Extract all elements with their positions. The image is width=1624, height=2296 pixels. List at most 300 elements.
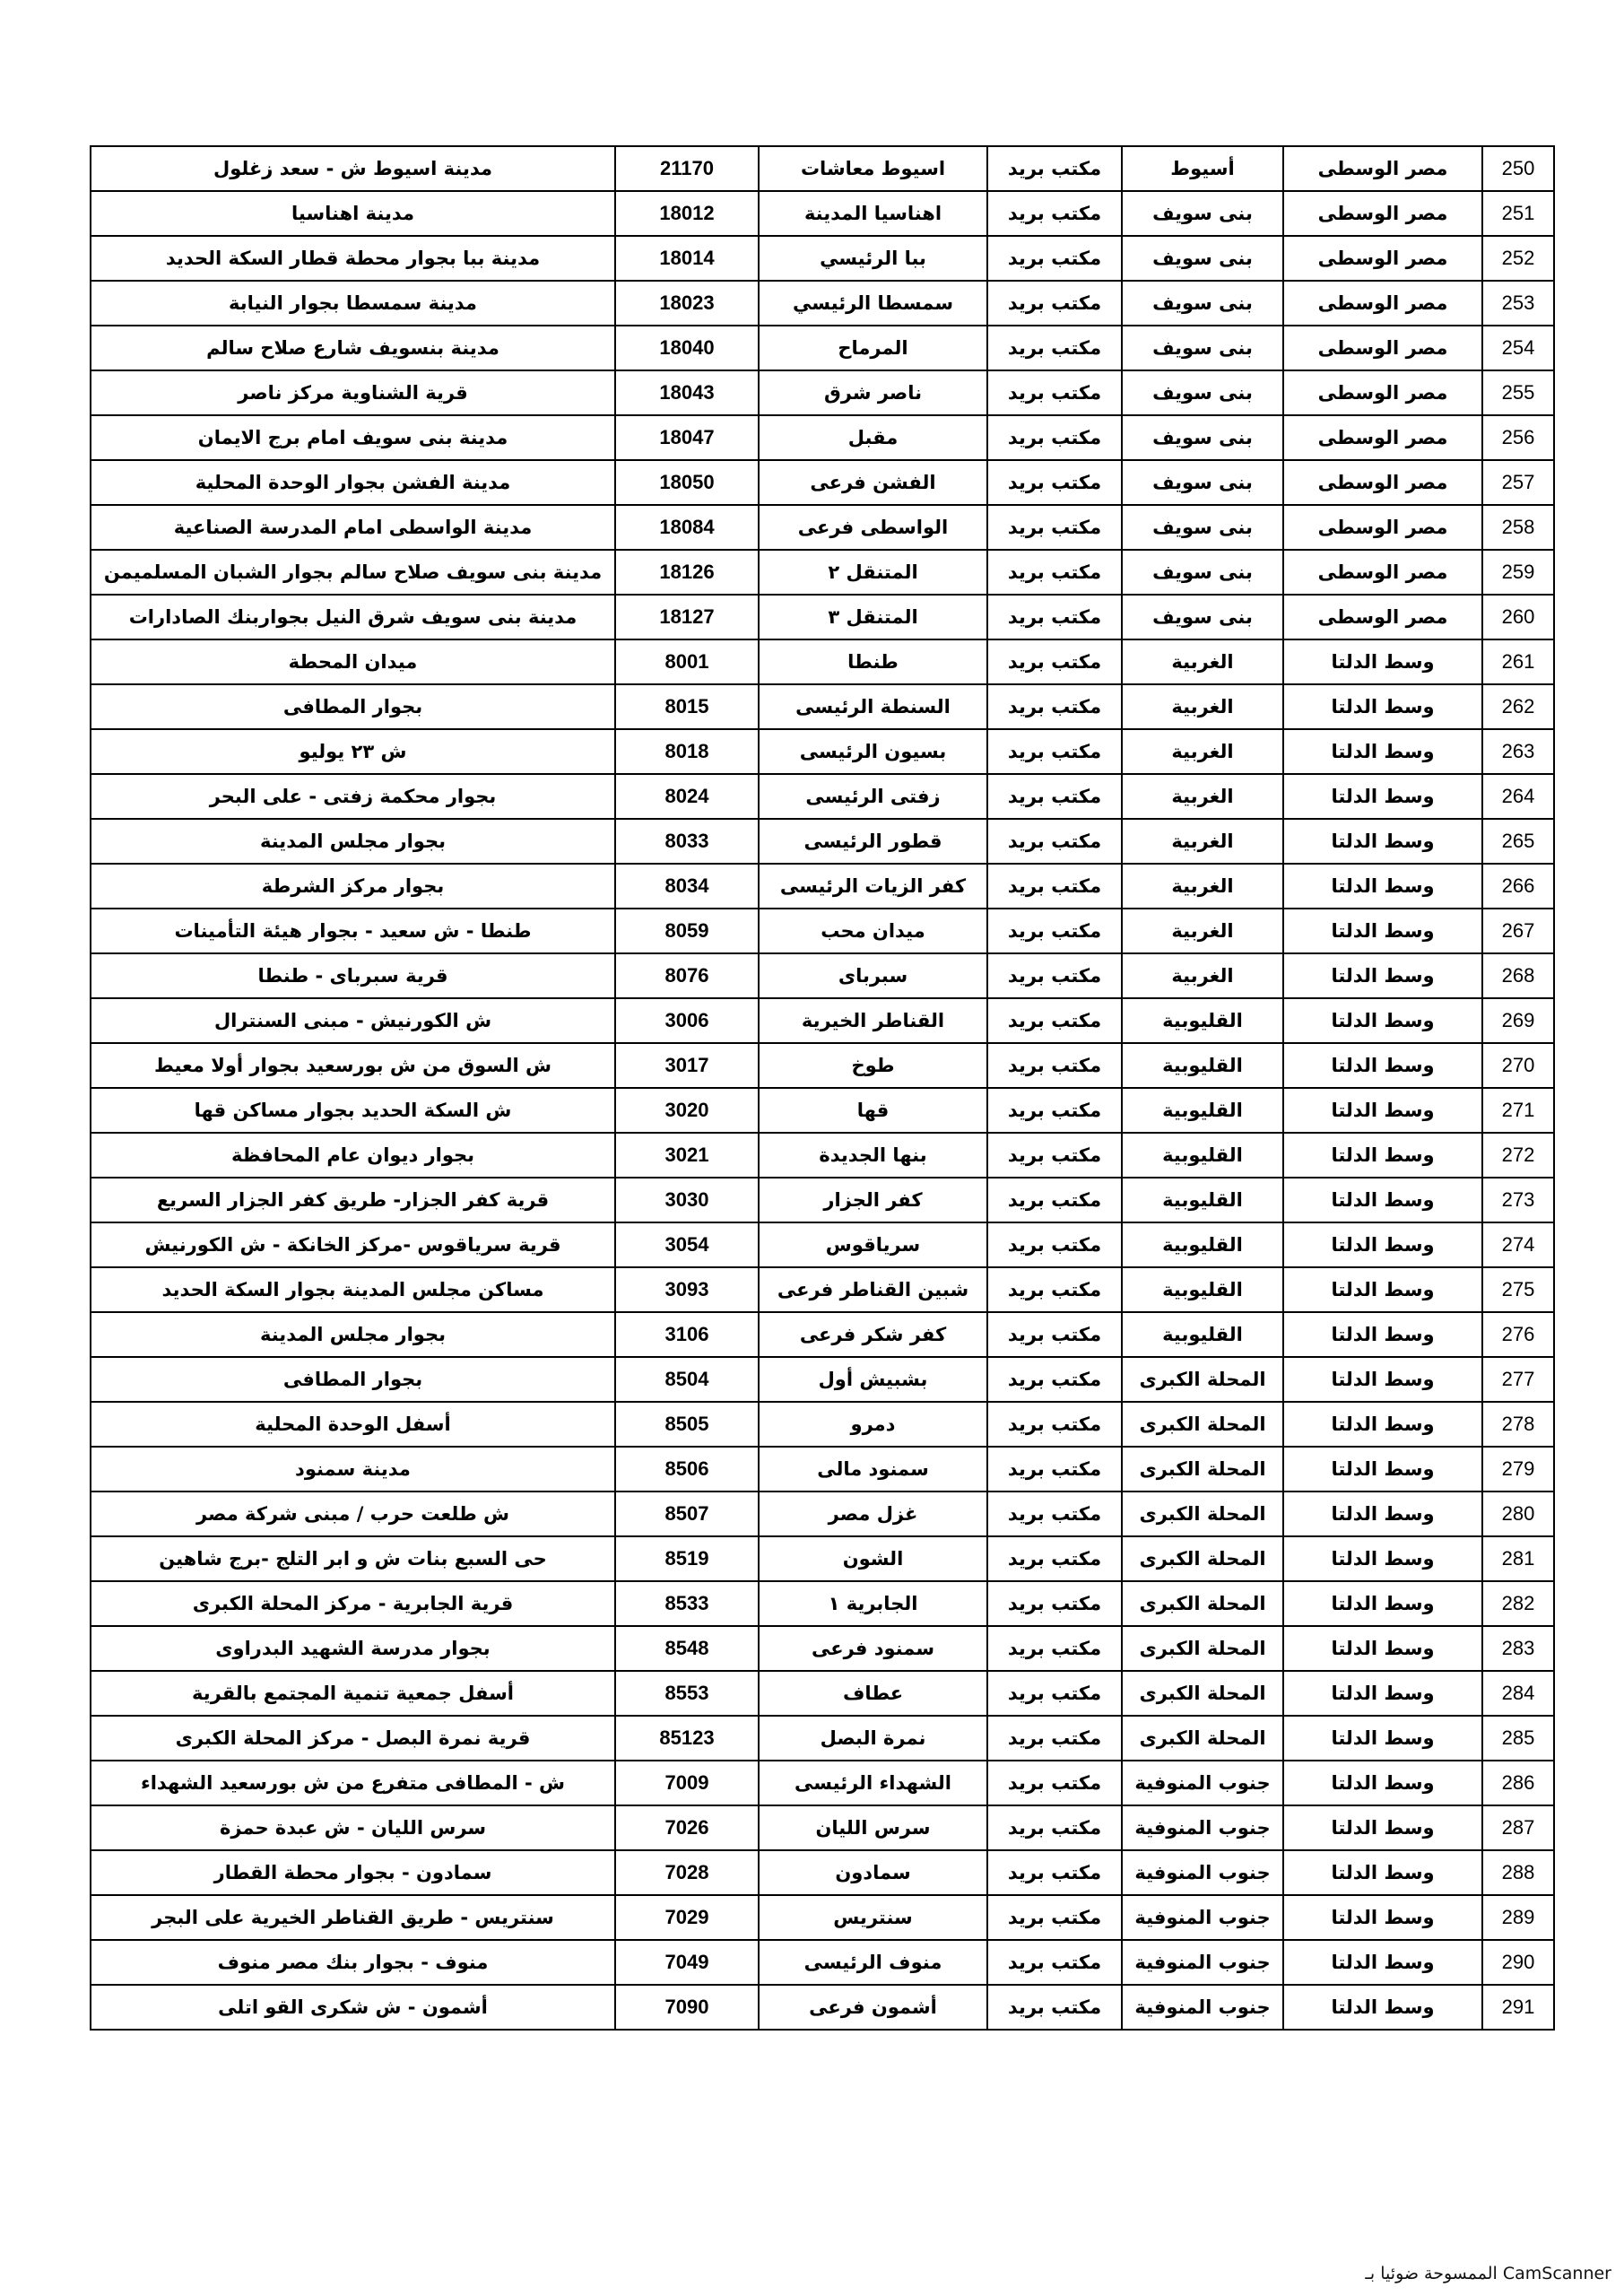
region-cell: وسط الدلتا bbox=[1283, 1178, 1482, 1222]
row-number-cell: 255 bbox=[1482, 370, 1554, 415]
postal-code-cell: 7090 bbox=[615, 1985, 759, 2030]
address-cell: أشمون - ش شكرى القو اتلى bbox=[91, 1985, 615, 2030]
address-cell: بجوار مدرسة الشهيد البدراوى bbox=[91, 1626, 615, 1671]
row-number-cell: 279 bbox=[1482, 1447, 1554, 1492]
office-name-cell: أشمون فرعى bbox=[759, 1985, 987, 2030]
address-cell: ش الكورنيش - مبنى السنترال bbox=[91, 998, 615, 1043]
row-number-cell: 270 bbox=[1482, 1043, 1554, 1088]
address-cell: سنتريس - طريق القناطر الخيرية على البجر bbox=[91, 1895, 615, 1940]
region-cell: وسط الدلتا bbox=[1283, 998, 1482, 1043]
office-name-cell: الجابرية ١ bbox=[759, 1581, 987, 1626]
governorate-cell: جنوب المنوفية bbox=[1122, 1805, 1283, 1850]
row-number-cell: 251 bbox=[1482, 191, 1554, 236]
postal-code-cell: 18012 bbox=[615, 191, 759, 236]
row-number-cell: 261 bbox=[1482, 639, 1554, 684]
address-cell: حى السبع بنات ش و ابر التلج -برج شاهين bbox=[91, 1536, 615, 1581]
governorate-cell: المحلة الكبرى bbox=[1122, 1716, 1283, 1761]
office-name-cell: غزل مصر bbox=[759, 1492, 987, 1536]
row-number-cell: 273 bbox=[1482, 1178, 1554, 1222]
region-cell: وسط الدلتا bbox=[1283, 1671, 1482, 1716]
postal-code-cell: 18084 bbox=[615, 505, 759, 550]
address-cell: قرية سرياقوس -مركز الخانكة - ش الكورنيش bbox=[91, 1222, 615, 1267]
table-row bbox=[91, 819, 1554, 864]
region-cell: مصر الوسطى bbox=[1283, 415, 1482, 460]
table-row bbox=[91, 460, 1554, 505]
office-type-cell: مكتب بريد bbox=[987, 1492, 1122, 1536]
governorate-cell: الغربية bbox=[1122, 729, 1283, 774]
row-number-cell: 286 bbox=[1482, 1761, 1554, 1805]
table-row bbox=[91, 370, 1554, 415]
postal-code-cell: 18126 bbox=[615, 550, 759, 595]
office-type-cell: مكتب بريد bbox=[987, 146, 1122, 191]
row-number-cell: 291 bbox=[1482, 1985, 1554, 2030]
address-cell: مدينة الواسطى امام المدرسة الصناعية bbox=[91, 505, 615, 550]
governorate-cell: المحلة الكبرى bbox=[1122, 1626, 1283, 1671]
office-type-cell: مكتب بريد bbox=[987, 1178, 1122, 1222]
table-row bbox=[91, 1940, 1554, 1985]
office-type-cell: مكتب بريد bbox=[987, 998, 1122, 1043]
region-cell: وسط الدلتا bbox=[1283, 1222, 1482, 1267]
row-number-cell: 254 bbox=[1482, 326, 1554, 370]
address-cell: مدينة اسيوط ش - سعد زغلول bbox=[91, 146, 615, 191]
governorate-cell: بنى سويف bbox=[1122, 236, 1283, 281]
office-type-cell: مكتب بريد bbox=[987, 1222, 1122, 1267]
office-type-cell: مكتب بريد bbox=[987, 550, 1122, 595]
governorate-cell: القليوبية bbox=[1122, 1088, 1283, 1133]
camscanner-watermark: الممسوحة ضوئيا بـ CamScanner bbox=[1365, 2264, 1611, 2283]
table-row bbox=[91, 1895, 1554, 1940]
region-cell: مصر الوسطى bbox=[1283, 146, 1482, 191]
row-number-cell: 257 bbox=[1482, 460, 1554, 505]
postal-code-cell: 85123 bbox=[615, 1716, 759, 1761]
region-cell: وسط الدلتا bbox=[1283, 909, 1482, 953]
governorate-cell: جنوب المنوفية bbox=[1122, 1850, 1283, 1895]
office-type-cell: مكتب بريد bbox=[987, 595, 1122, 639]
postal-code-cell: 8015 bbox=[615, 684, 759, 729]
office-name-cell: ناصر شرق bbox=[759, 370, 987, 415]
row-number-cell: 272 bbox=[1482, 1133, 1554, 1178]
table-row bbox=[91, 1133, 1554, 1178]
post-offices-table bbox=[90, 145, 1555, 2031]
region-cell: وسط الدلتا bbox=[1283, 819, 1482, 864]
postal-code-cell: 7049 bbox=[615, 1940, 759, 1985]
governorate-cell: الغربية bbox=[1122, 909, 1283, 953]
office-type-cell: مكتب بريد bbox=[987, 236, 1122, 281]
office-type-cell: مكتب بريد bbox=[987, 729, 1122, 774]
region-cell: مصر الوسطى bbox=[1283, 505, 1482, 550]
row-number-cell: 258 bbox=[1482, 505, 1554, 550]
office-name-cell: المتنقل ٢ bbox=[759, 550, 987, 595]
region-cell: وسط الدلتا bbox=[1283, 1492, 1482, 1536]
table-row bbox=[91, 1716, 1554, 1761]
region-cell: وسط الدلتا bbox=[1283, 1805, 1482, 1850]
office-type-cell: مكتب بريد bbox=[987, 1088, 1122, 1133]
region-cell: وسط الدلتا bbox=[1283, 1985, 1482, 2030]
region-cell: وسط الدلتا bbox=[1283, 1357, 1482, 1402]
office-name-cell: كفر شكر فرعى bbox=[759, 1312, 987, 1357]
office-name-cell: شبين القناطر فرعى bbox=[759, 1267, 987, 1312]
office-type-cell: مكتب بريد bbox=[987, 415, 1122, 460]
address-cell: سرس الليان - ش عبدة حمزة bbox=[91, 1805, 615, 1850]
region-cell: وسط الدلتا bbox=[1283, 1895, 1482, 1940]
office-name-cell: نمرة البصل bbox=[759, 1716, 987, 1761]
office-name-cell: منوف الرئيسى bbox=[759, 1940, 987, 1985]
row-number-cell: 267 bbox=[1482, 909, 1554, 953]
region-cell: وسط الدلتا bbox=[1283, 1626, 1482, 1671]
office-type-cell: مكتب بريد bbox=[987, 505, 1122, 550]
postal-code-cell: 3006 bbox=[615, 998, 759, 1043]
row-number-cell: 290 bbox=[1482, 1940, 1554, 1985]
table-row bbox=[91, 998, 1554, 1043]
governorate-cell: الغربية bbox=[1122, 639, 1283, 684]
region-cell: وسط الدلتا bbox=[1283, 864, 1482, 909]
address-cell: مدينة بنى سويف صلاح سالم بجوار الشبان المسلميمن bbox=[91, 550, 615, 595]
region-cell: مصر الوسطى bbox=[1283, 550, 1482, 595]
table-row bbox=[91, 326, 1554, 370]
address-cell: قرية الجابرية - مركز المحلة الكبرى bbox=[91, 1581, 615, 1626]
postal-code-cell: 3106 bbox=[615, 1312, 759, 1357]
office-name-cell: الشهداء الرئيسى bbox=[759, 1761, 987, 1805]
address-cell: مدينة الفشن بجوار الوحدة المحلية bbox=[91, 460, 615, 505]
office-type-cell: مكتب بريد bbox=[987, 191, 1122, 236]
office-name-cell: بنها الجديدة bbox=[759, 1133, 987, 1178]
table-row bbox=[91, 1492, 1554, 1536]
address-cell: ش ٢٣ يوليو bbox=[91, 729, 615, 774]
governorate-cell: بنى سويف bbox=[1122, 370, 1283, 415]
region-cell: مصر الوسطى bbox=[1283, 595, 1482, 639]
address-cell: بجوار مركز الشرطة bbox=[91, 864, 615, 909]
office-type-cell: مكتب بريد bbox=[987, 1447, 1122, 1492]
governorate-cell: جنوب المنوفية bbox=[1122, 1985, 1283, 2030]
governorate-cell: المحلة الكبرى bbox=[1122, 1581, 1283, 1626]
address-cell: ميدان المحطة bbox=[91, 639, 615, 684]
office-type-cell: مكتب بريد bbox=[987, 1357, 1122, 1402]
postal-code-cell: 18040 bbox=[615, 326, 759, 370]
table-row bbox=[91, 1805, 1554, 1850]
postal-code-cell: 8018 bbox=[615, 729, 759, 774]
office-type-cell: مكتب بريد bbox=[987, 1536, 1122, 1581]
office-type-cell: مكتب بريد bbox=[987, 774, 1122, 819]
table-row bbox=[91, 1088, 1554, 1133]
row-number-cell: 256 bbox=[1482, 415, 1554, 460]
office-type-cell: مكتب بريد bbox=[987, 1402, 1122, 1447]
table-row bbox=[91, 146, 1554, 191]
governorate-cell: جنوب المنوفية bbox=[1122, 1895, 1283, 1940]
postal-code-cell: 7028 bbox=[615, 1850, 759, 1895]
row-number-cell: 280 bbox=[1482, 1492, 1554, 1536]
row-number-cell: 277 bbox=[1482, 1357, 1554, 1402]
row-number-cell: 263 bbox=[1482, 729, 1554, 774]
office-name-cell: الواسطى فرعى bbox=[759, 505, 987, 550]
address-cell: طنطا - ش سعيد - بجوار هيئة التأمينات bbox=[91, 909, 615, 953]
governorate-cell: بنى سويف bbox=[1122, 460, 1283, 505]
row-number-cell: 253 bbox=[1482, 281, 1554, 326]
row-number-cell: 274 bbox=[1482, 1222, 1554, 1267]
office-name-cell: الفشن فرعى bbox=[759, 460, 987, 505]
region-cell: وسط الدلتا bbox=[1283, 1088, 1482, 1133]
region-cell: مصر الوسطى bbox=[1283, 460, 1482, 505]
office-name-cell: المتنقل ٣ bbox=[759, 595, 987, 639]
region-cell: وسط الدلتا bbox=[1283, 1716, 1482, 1761]
governorate-cell: بنى سويف bbox=[1122, 505, 1283, 550]
row-number-cell: 260 bbox=[1482, 595, 1554, 639]
region-cell: مصر الوسطى bbox=[1283, 191, 1482, 236]
row-number-cell: 262 bbox=[1482, 684, 1554, 729]
office-name-cell: بسيون الرئيسى bbox=[759, 729, 987, 774]
row-number-cell: 283 bbox=[1482, 1626, 1554, 1671]
address-cell: مدينة اهناسيا bbox=[91, 191, 615, 236]
office-name-cell: المرماح bbox=[759, 326, 987, 370]
table-row bbox=[91, 505, 1554, 550]
region-cell: وسط الدلتا bbox=[1283, 1312, 1482, 1357]
governorate-cell: بنى سويف bbox=[1122, 281, 1283, 326]
address-cell: أسفل الوحدة المحلية bbox=[91, 1402, 615, 1447]
table-row bbox=[91, 1267, 1554, 1312]
office-type-cell: مكتب بريد bbox=[987, 1626, 1122, 1671]
governorate-cell: القليوبية bbox=[1122, 998, 1283, 1043]
postal-code-cell: 18047 bbox=[615, 415, 759, 460]
office-type-cell: مكتب بريد bbox=[987, 1895, 1122, 1940]
office-name-cell: ببا الرئيسي bbox=[759, 236, 987, 281]
row-number-cell: 252 bbox=[1482, 236, 1554, 281]
region-cell: وسط الدلتا bbox=[1283, 1402, 1482, 1447]
address-cell: مدينة بنسويف شارع صلاح سالم bbox=[91, 326, 615, 370]
region-cell: وسط الدلتا bbox=[1283, 1850, 1482, 1895]
office-name-cell: زفتى الرئيسى bbox=[759, 774, 987, 819]
row-number-cell: 284 bbox=[1482, 1671, 1554, 1716]
office-type-cell: مكتب بريد bbox=[987, 1716, 1122, 1761]
governorate-cell: بنى سويف bbox=[1122, 191, 1283, 236]
row-number-cell: 276 bbox=[1482, 1312, 1554, 1357]
address-cell: قرية كفر الجزار- طريق كفر الجزار السريع bbox=[91, 1178, 615, 1222]
office-name-cell: ميدان محب bbox=[759, 909, 987, 953]
office-name-cell: اسيوط معاشات bbox=[759, 146, 987, 191]
office-type-cell: مكتب بريد bbox=[987, 1043, 1122, 1088]
postal-code-cell: 8548 bbox=[615, 1626, 759, 1671]
office-type-cell: مكتب بريد bbox=[987, 326, 1122, 370]
postal-code-cell: 8076 bbox=[615, 953, 759, 998]
table-row bbox=[91, 684, 1554, 729]
office-name-cell: طنطا bbox=[759, 639, 987, 684]
row-number-cell: 269 bbox=[1482, 998, 1554, 1043]
governorate-cell: المحلة الكبرى bbox=[1122, 1402, 1283, 1447]
row-number-cell: 259 bbox=[1482, 550, 1554, 595]
region-cell: وسط الدلتا bbox=[1283, 1940, 1482, 1985]
table-row bbox=[91, 1536, 1554, 1581]
row-number-cell: 271 bbox=[1482, 1088, 1554, 1133]
office-name-cell: مقبل bbox=[759, 415, 987, 460]
table-row bbox=[91, 1043, 1554, 1088]
governorate-cell: القليوبية bbox=[1122, 1178, 1283, 1222]
postal-code-cell: 8553 bbox=[615, 1671, 759, 1716]
office-name-cell: طوخ bbox=[759, 1043, 987, 1088]
table-row bbox=[91, 774, 1554, 819]
postal-code-cell: 8001 bbox=[615, 639, 759, 684]
office-name-cell: سمنود فرعى bbox=[759, 1626, 987, 1671]
postal-code-cell: 3030 bbox=[615, 1178, 759, 1222]
address-cell: بجوار مجلس المدينة bbox=[91, 1312, 615, 1357]
address-cell: مدينة بنى سويف شرق النيل بجواربنك الصادارات bbox=[91, 595, 615, 639]
governorate-cell: القليوبية bbox=[1122, 1312, 1283, 1357]
table-row bbox=[91, 1402, 1554, 1447]
governorate-cell: الغربية bbox=[1122, 774, 1283, 819]
address-cell: ش السكة الحديد بجوار مساكن قها bbox=[91, 1088, 615, 1133]
address-cell: ش - المطافى متفرع من ش بورسعيد الشهداء bbox=[91, 1761, 615, 1805]
office-type-cell: مكتب بريد bbox=[987, 1761, 1122, 1805]
postal-code-cell: 8507 bbox=[615, 1492, 759, 1536]
postal-code-cell: 18127 bbox=[615, 595, 759, 639]
office-type-cell: مكتب بريد bbox=[987, 864, 1122, 909]
row-number-cell: 266 bbox=[1482, 864, 1554, 909]
region-cell: وسط الدلتا bbox=[1283, 1447, 1482, 1492]
office-name-cell: دمرو bbox=[759, 1402, 987, 1447]
office-name-cell: قها bbox=[759, 1088, 987, 1133]
governorate-cell: الغربية bbox=[1122, 953, 1283, 998]
postal-code-cell: 8059 bbox=[615, 909, 759, 953]
postal-code-cell: 18023 bbox=[615, 281, 759, 326]
row-number-cell: 288 bbox=[1482, 1850, 1554, 1895]
address-cell: قرية الشناوية مركز ناصر bbox=[91, 370, 615, 415]
table-row bbox=[91, 864, 1554, 909]
governorate-cell: المحلة الكبرى bbox=[1122, 1447, 1283, 1492]
table-row bbox=[91, 1671, 1554, 1716]
address-cell: بجوار ديوان عام المحافظة bbox=[91, 1133, 615, 1178]
table-row bbox=[91, 1581, 1554, 1626]
governorate-cell: جنوب المنوفية bbox=[1122, 1761, 1283, 1805]
office-type-cell: مكتب بريد bbox=[987, 1267, 1122, 1312]
address-cell: مساكن مجلس المدينة بجوار السكة الحديد bbox=[91, 1267, 615, 1312]
address-cell: مدينة سمنود bbox=[91, 1447, 615, 1492]
office-name-cell: قطور الرئيسى bbox=[759, 819, 987, 864]
office-name-cell: كفر الجزار bbox=[759, 1178, 987, 1222]
office-type-cell: مكتب بريد bbox=[987, 953, 1122, 998]
postal-code-cell: 18050 bbox=[615, 460, 759, 505]
office-name-cell: السنطة الرئيسى bbox=[759, 684, 987, 729]
region-cell: وسط الدلتا bbox=[1283, 774, 1482, 819]
address-cell: ش طلعت حرب / مبنى شركة مصر bbox=[91, 1492, 615, 1536]
governorate-cell: المحلة الكبرى bbox=[1122, 1671, 1283, 1716]
region-cell: وسط الدلتا bbox=[1283, 729, 1482, 774]
postal-code-cell: 3021 bbox=[615, 1133, 759, 1178]
table-row bbox=[91, 1761, 1554, 1805]
governorate-cell: بنى سويف bbox=[1122, 326, 1283, 370]
table-row bbox=[91, 909, 1554, 953]
office-name-cell: سرس الليان bbox=[759, 1805, 987, 1850]
address-cell: بجوار مجلس المدينة bbox=[91, 819, 615, 864]
office-type-cell: مكتب بريد bbox=[987, 281, 1122, 326]
postal-code-cell: 8533 bbox=[615, 1581, 759, 1626]
office-type-cell: مكتب بريد bbox=[987, 1940, 1122, 1985]
governorate-cell: الغربية bbox=[1122, 864, 1283, 909]
governorate-cell: الغربية bbox=[1122, 684, 1283, 729]
postal-code-cell: 7026 bbox=[615, 1805, 759, 1850]
postal-code-cell: 8519 bbox=[615, 1536, 759, 1581]
office-name-cell: اهناسيا المدينة bbox=[759, 191, 987, 236]
region-cell: وسط الدلتا bbox=[1283, 1761, 1482, 1805]
table-row bbox=[91, 1626, 1554, 1671]
office-name-cell: عطاف bbox=[759, 1671, 987, 1716]
office-name-cell: سبرباى bbox=[759, 953, 987, 998]
governorate-cell: القليوبية bbox=[1122, 1133, 1283, 1178]
postal-code-cell: 8505 bbox=[615, 1402, 759, 1447]
address-cell: قرية سبرباى - طنطا bbox=[91, 953, 615, 998]
postal-code-cell: 8034 bbox=[615, 864, 759, 909]
governorate-cell: بنى سويف bbox=[1122, 550, 1283, 595]
address-cell: مدينة سمسطا بجوار النيابة bbox=[91, 281, 615, 326]
row-number-cell: 250 bbox=[1482, 146, 1554, 191]
office-type-cell: مكتب بريد bbox=[987, 1805, 1122, 1850]
office-name-cell: سرياقوس bbox=[759, 1222, 987, 1267]
address-cell: سمادون - بجوار محطة القطار bbox=[91, 1850, 615, 1895]
row-number-cell: 268 bbox=[1482, 953, 1554, 998]
address-cell: بجوار المطافى bbox=[91, 684, 615, 729]
table-row bbox=[91, 550, 1554, 595]
table-row bbox=[91, 236, 1554, 281]
postal-code-cell: 3017 bbox=[615, 1043, 759, 1088]
office-type-cell: مكتب بريد bbox=[987, 1133, 1122, 1178]
address-cell: مدينة ببا بجوار محطة قطار السكة الحديد bbox=[91, 236, 615, 281]
table-row bbox=[91, 953, 1554, 998]
address-cell: مدينة بنى سويف امام برج الايمان bbox=[91, 415, 615, 460]
office-name-cell: القناطر الخيرية bbox=[759, 998, 987, 1043]
region-cell: مصر الوسطى bbox=[1283, 370, 1482, 415]
row-number-cell: 265 bbox=[1482, 819, 1554, 864]
governorate-cell: القليوبية bbox=[1122, 1267, 1283, 1312]
table-row bbox=[91, 1985, 1554, 2030]
region-cell: وسط الدلتا bbox=[1283, 1267, 1482, 1312]
table-row bbox=[91, 1178, 1554, 1222]
table-row bbox=[91, 1850, 1554, 1895]
governorate-cell: المحلة الكبرى bbox=[1122, 1536, 1283, 1581]
postal-code-cell: 7029 bbox=[615, 1895, 759, 1940]
postal-code-cell: 18043 bbox=[615, 370, 759, 415]
address-cell: ش السوق من ش بورسعيد بجوار أولا معيط bbox=[91, 1043, 615, 1088]
governorate-cell: المحلة الكبرى bbox=[1122, 1357, 1283, 1402]
region-cell: وسط الدلتا bbox=[1283, 1536, 1482, 1581]
postal-code-cell: 3020 bbox=[615, 1088, 759, 1133]
governorate-cell: المحلة الكبرى bbox=[1122, 1492, 1283, 1536]
postal-code-cell: 8504 bbox=[615, 1357, 759, 1402]
office-type-cell: مكتب بريد bbox=[987, 1850, 1122, 1895]
region-cell: وسط الدلتا bbox=[1283, 1581, 1482, 1626]
office-type-cell: مكتب بريد bbox=[987, 1312, 1122, 1357]
table-body bbox=[91, 146, 1554, 2030]
address-cell: قرية نمرة البصل - مركز المحلة الكبرى bbox=[91, 1716, 615, 1761]
governorate-cell: الغربية bbox=[1122, 819, 1283, 864]
table-row bbox=[91, 191, 1554, 236]
office-type-cell: مكتب بريد bbox=[987, 909, 1122, 953]
office-type-cell: مكتب بريد bbox=[987, 1985, 1122, 2030]
governorate-cell: أسيوط bbox=[1122, 146, 1283, 191]
region-cell: مصر الوسطى bbox=[1283, 281, 1482, 326]
row-number-cell: 282 bbox=[1482, 1581, 1554, 1626]
governorate-cell: القليوبية bbox=[1122, 1222, 1283, 1267]
row-number-cell: 285 bbox=[1482, 1716, 1554, 1761]
postal-code-cell: 21170 bbox=[615, 146, 759, 191]
office-name-cell: بشبيش أول bbox=[759, 1357, 987, 1402]
office-name-cell: كفر الزيات الرئيسى bbox=[759, 864, 987, 909]
governorate-cell: بنى سويف bbox=[1122, 415, 1283, 460]
table-row bbox=[91, 1222, 1554, 1267]
office-name-cell: سمنود مالى bbox=[759, 1447, 987, 1492]
postal-code-cell: 8033 bbox=[615, 819, 759, 864]
table-row bbox=[91, 415, 1554, 460]
office-type-cell: مكتب بريد bbox=[987, 819, 1122, 864]
office-type-cell: مكتب بريد bbox=[987, 1581, 1122, 1626]
postal-code-cell: 18014 bbox=[615, 236, 759, 281]
office-type-cell: مكتب بريد bbox=[987, 460, 1122, 505]
address-cell: بجوار المطافى bbox=[91, 1357, 615, 1402]
